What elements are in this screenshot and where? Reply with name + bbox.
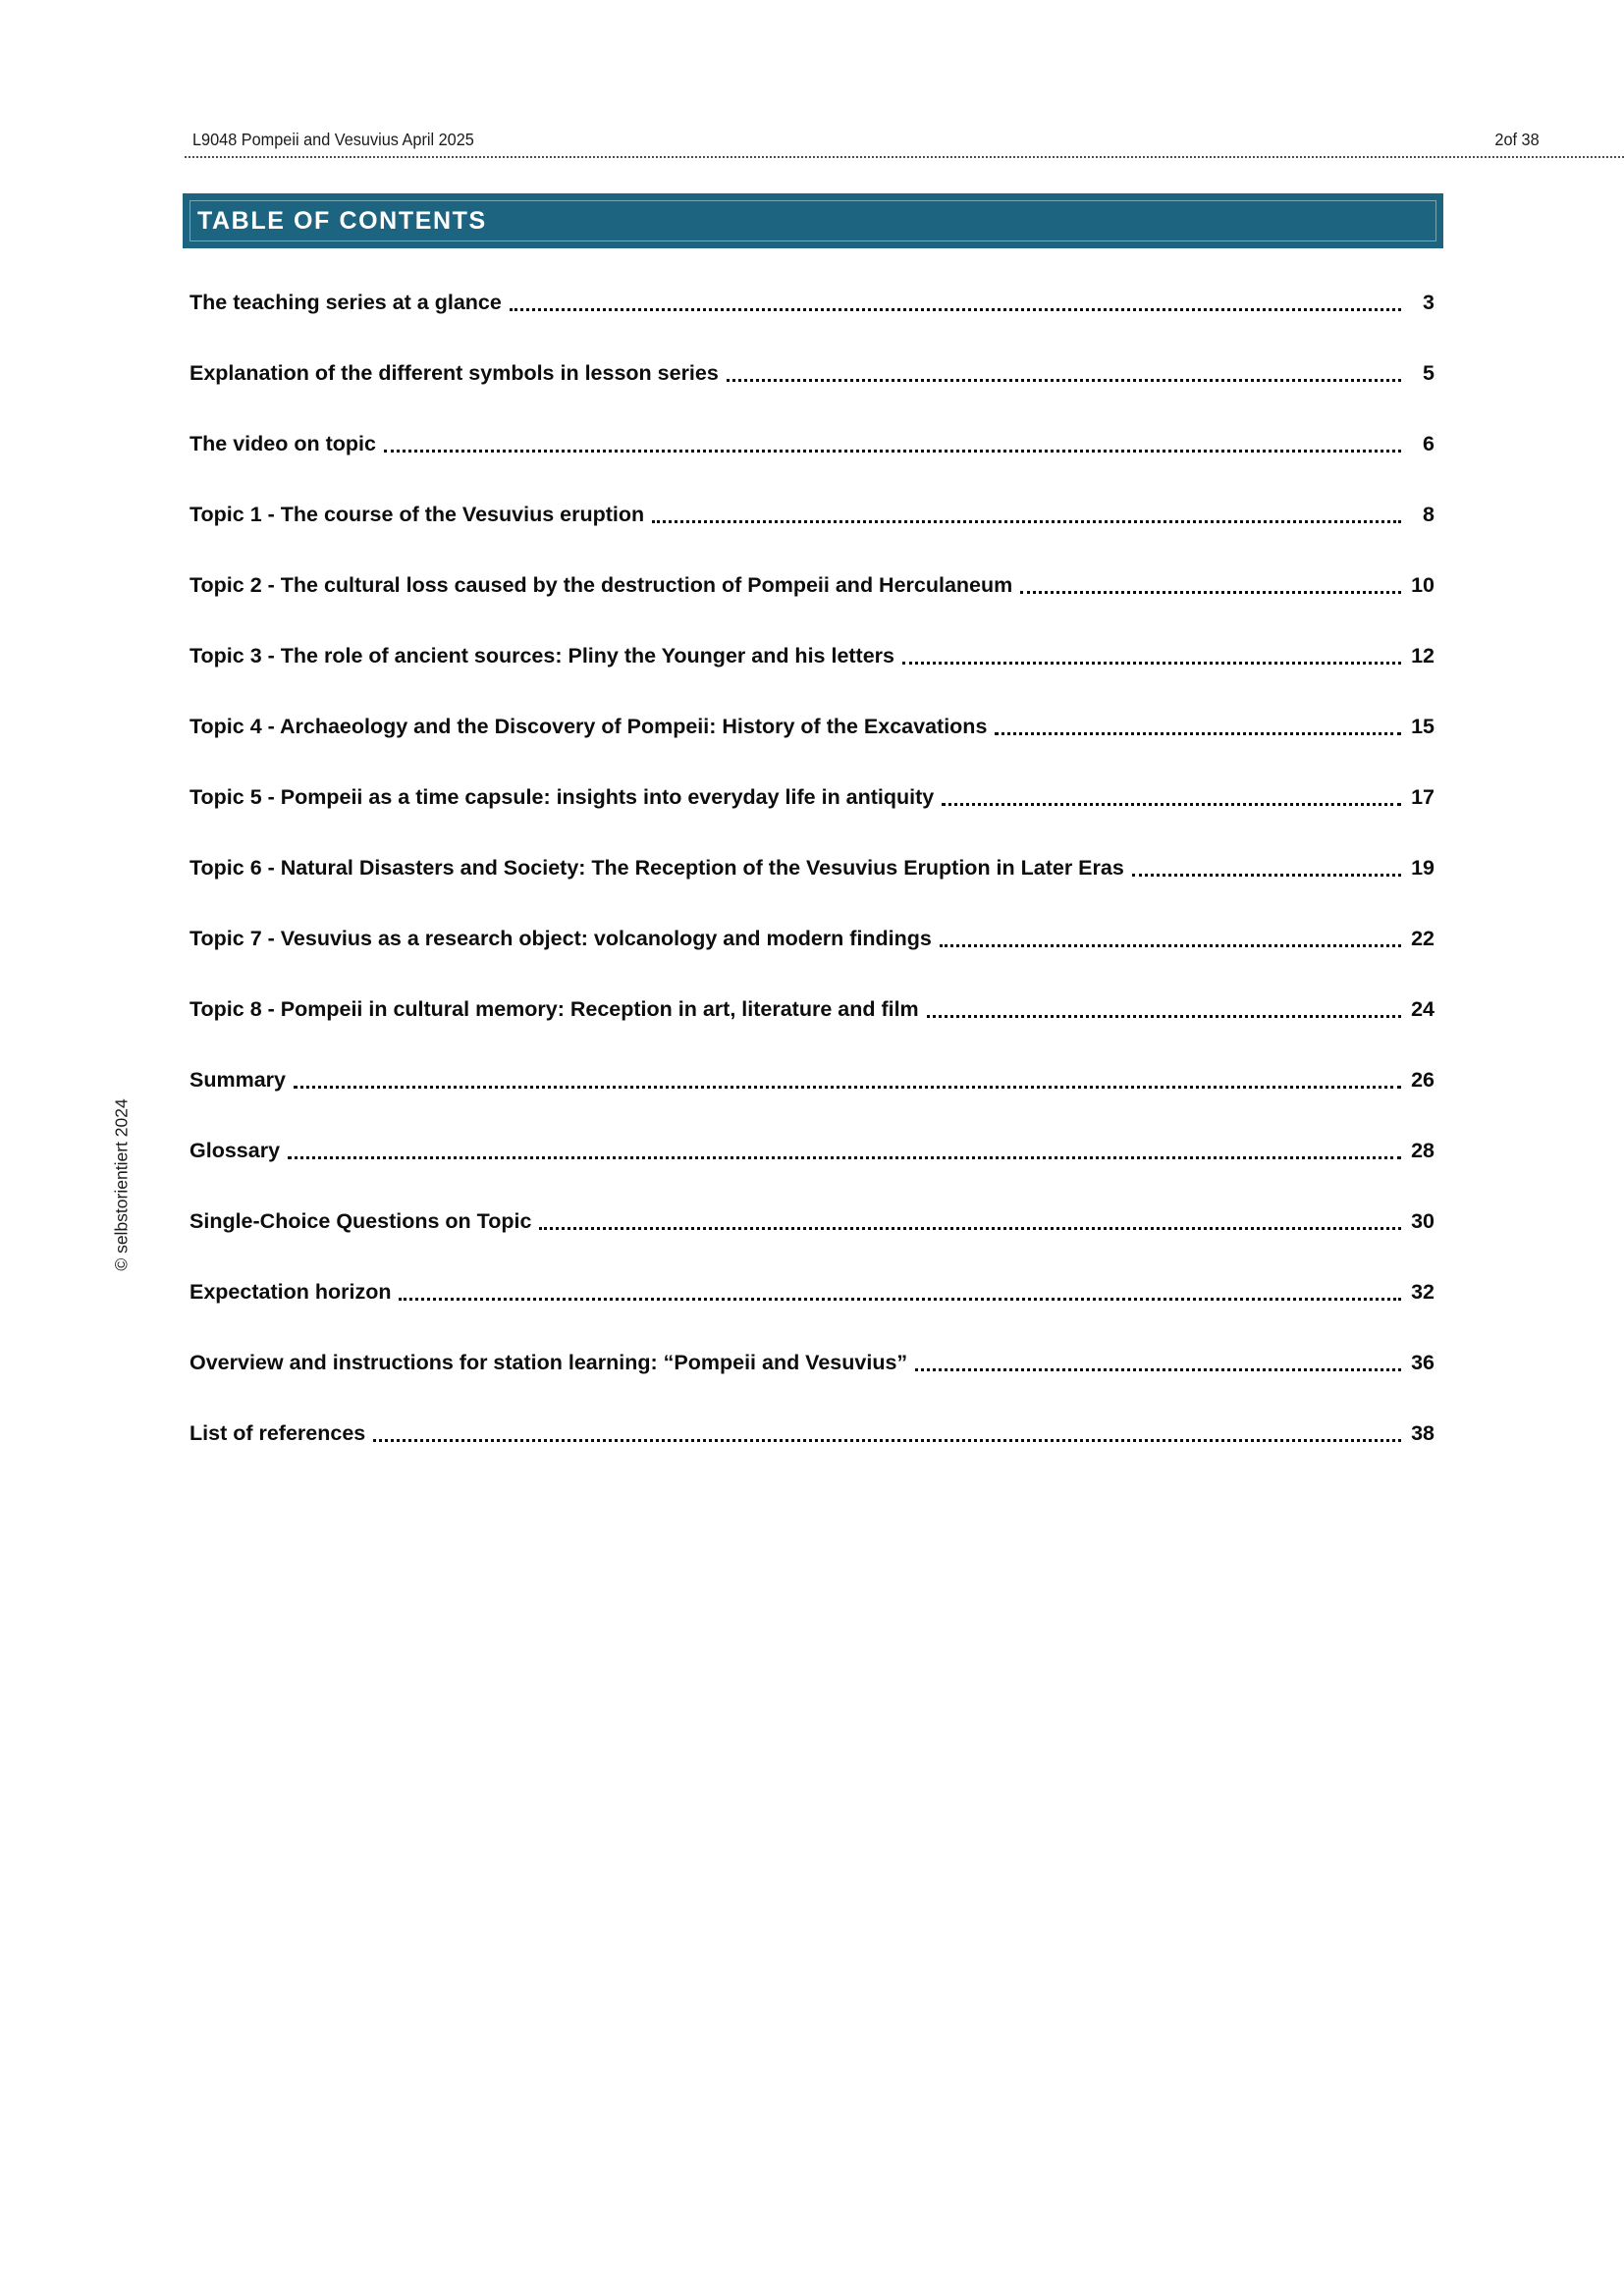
toc-entry-label: Expectation horizon bbox=[189, 1280, 392, 1304]
toc-entry-label: Glossary bbox=[189, 1139, 281, 1162]
toc-entry-label: The teaching series at a glance bbox=[189, 291, 502, 314]
toc-entry-label: Topic 3 - The role of ancient sources: Pliny the Younger and his letters bbox=[189, 644, 895, 667]
toc-entry-page-number: 3 bbox=[1423, 291, 1435, 314]
table-of-contents-heading: TABLE OF CONTENTS bbox=[197, 206, 487, 235]
toc-entry[interactable] bbox=[189, 926, 1435, 951]
toc-entry[interactable] bbox=[189, 1138, 1435, 1163]
toc-entry-page-number: 15 bbox=[1411, 715, 1435, 738]
toc-entry-label: Summary bbox=[189, 1068, 286, 1092]
toc-entry-page-number: 19 bbox=[1411, 856, 1435, 880]
toc-entry[interactable] bbox=[189, 1350, 1435, 1375]
dot-leader bbox=[1132, 874, 1401, 877]
dot-leader bbox=[510, 308, 1401, 311]
table-of-contents-list bbox=[189, 290, 1435, 1491]
dot-leader bbox=[294, 1086, 1401, 1089]
toc-entry-label: List of references bbox=[189, 1421, 366, 1445]
dot-leader bbox=[399, 1298, 1401, 1301]
toc-entry[interactable] bbox=[189, 784, 1435, 810]
dot-leader bbox=[288, 1156, 1401, 1159]
dot-leader bbox=[652, 520, 1401, 523]
dot-leader bbox=[902, 662, 1401, 665]
toc-entry[interactable] bbox=[189, 1420, 1435, 1446]
toc-entry[interactable] bbox=[189, 1067, 1435, 1093]
dot-leader bbox=[927, 1015, 1401, 1018]
toc-entry-page-number: 5 bbox=[1423, 361, 1435, 385]
document-header-title: L9048 Pompeii and Vesuvius April 2025 bbox=[192, 130, 474, 149]
toc-entry-label: Topic 6 - Natural Disasters and Society: The Reception of the Vesuvius Eruption in Later Eras bbox=[189, 856, 1124, 880]
copyright-vertical-text: © selbstorientiert 2024 bbox=[111, 1098, 132, 1271]
toc-entry[interactable] bbox=[189, 643, 1435, 668]
dot-leader bbox=[373, 1439, 1401, 1442]
toc-entry-page-number: 17 bbox=[1411, 785, 1435, 809]
toc-entry[interactable] bbox=[189, 855, 1435, 881]
toc-entry[interactable] bbox=[189, 714, 1435, 739]
toc-entry-label: Topic 4 - Archaeology and the Discovery of Pompeii: History of the Excavations bbox=[189, 715, 988, 738]
dot-leader bbox=[727, 379, 1401, 382]
toc-entry-label: The video on topic bbox=[189, 432, 376, 455]
dot-leader bbox=[942, 803, 1401, 806]
toc-entry-label: Topic 5 - Pompeii as a time capsule: insights into everyday life in antiquity bbox=[189, 785, 935, 809]
toc-entry-page-number: 28 bbox=[1411, 1139, 1435, 1162]
toc-entry-page-number: 24 bbox=[1411, 997, 1435, 1021]
toc-entry-page-number: 8 bbox=[1423, 503, 1435, 526]
toc-entry-page-number: 30 bbox=[1411, 1209, 1435, 1233]
toc-entry-label: Overview and instructions for station learning: “Pompeii and Vesuvius” bbox=[189, 1351, 908, 1374]
toc-entry-label: Topic 8 - Pompeii in cultural memory: Reception in art, literature and film bbox=[189, 997, 919, 1021]
toc-entry-label: Topic 7 - Vesuvius as a research object: volcanology and modern findings bbox=[189, 927, 932, 950]
toc-entry-page-number: 12 bbox=[1411, 644, 1435, 667]
toc-entry-page-number: 6 bbox=[1423, 432, 1435, 455]
toc-entry-page-number: 26 bbox=[1411, 1068, 1435, 1092]
dot-leader bbox=[940, 944, 1401, 947]
dot-leader bbox=[384, 450, 1401, 453]
dot-leader bbox=[915, 1368, 1401, 1371]
toc-entry[interactable] bbox=[189, 1208, 1435, 1234]
toc-entry-label: Topic 2 - The cultural loss caused by the destruction of Pompeii and Herculaneum bbox=[189, 573, 1013, 597]
table-of-contents-banner bbox=[183, 193, 1443, 248]
toc-entry-page-number: 10 bbox=[1411, 573, 1435, 597]
toc-entry[interactable] bbox=[189, 1279, 1435, 1305]
toc-entry-page-number: 22 bbox=[1411, 927, 1435, 950]
toc-entry-label: Topic 1 - The course of the Vesuvius eruption bbox=[189, 503, 645, 526]
toc-entry-page-number: 36 bbox=[1411, 1351, 1435, 1374]
toc-entry[interactable] bbox=[189, 996, 1435, 1022]
toc-entry-label: Single-Choice Questions on Topic bbox=[189, 1209, 532, 1233]
dot-leader bbox=[1020, 591, 1401, 594]
toc-entry[interactable] bbox=[189, 360, 1435, 386]
toc-entry-page-number: 32 bbox=[1411, 1280, 1435, 1304]
toc-entry-page-number: 38 bbox=[1411, 1421, 1435, 1445]
dot-leader bbox=[995, 732, 1401, 735]
header-divider-rule bbox=[185, 156, 1624, 158]
toc-entry[interactable] bbox=[189, 502, 1435, 527]
toc-entry-label: Explanation of the different symbols in lesson series bbox=[189, 361, 719, 385]
page-number-indicator: 2of 38 bbox=[1494, 130, 1540, 149]
toc-entry[interactable] bbox=[189, 431, 1435, 456]
toc-entry[interactable] bbox=[189, 572, 1435, 598]
dot-leader bbox=[539, 1227, 1401, 1230]
toc-entry[interactable] bbox=[189, 290, 1435, 315]
